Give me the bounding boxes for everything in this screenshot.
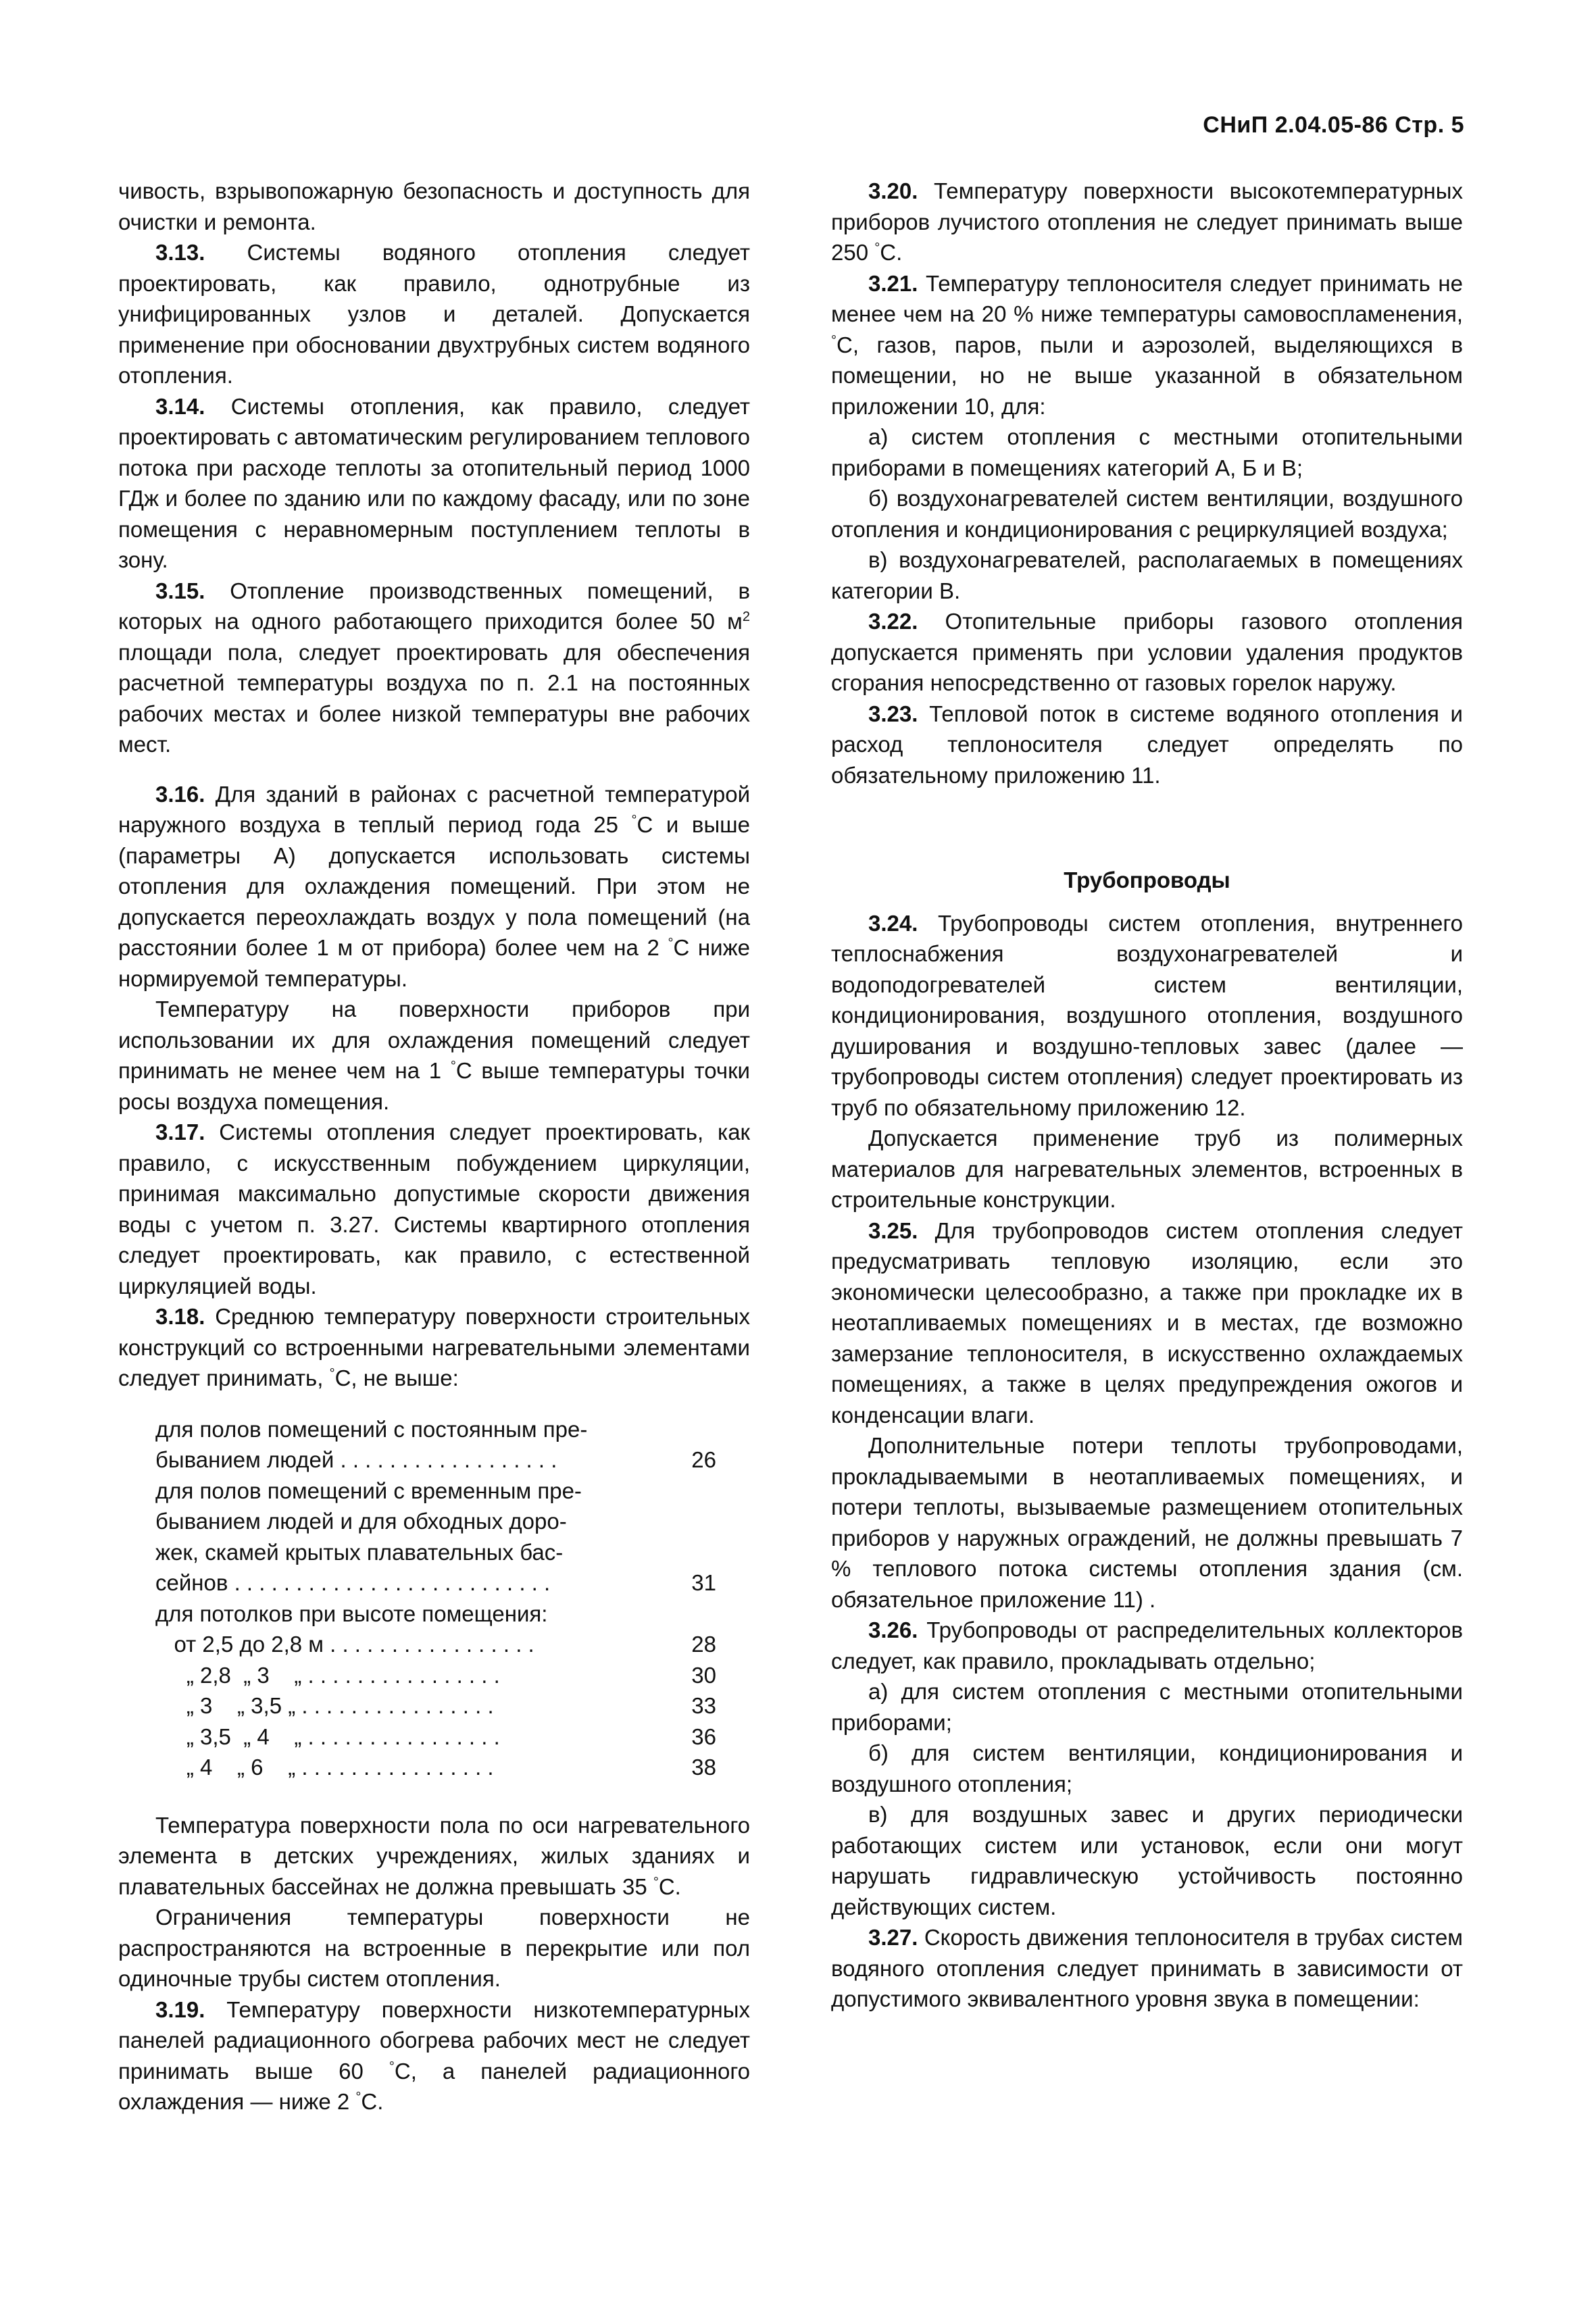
row-value: 28 <box>691 1632 716 1657</box>
clause-text: C, а панелей радиационного охлаждения — ниже 2 <box>118 2058 750 2114</box>
clause-3-20 <box>831 176 1463 268</box>
table-row <box>155 1476 716 1507</box>
row-label: быванием людей . . . . . . . . . . . . . . . . . . <box>155 1447 557 1472</box>
clause-3-17 <box>118 1117 750 1301</box>
clause-text: C, не выше: <box>334 1365 459 1390</box>
degree-sign: ° <box>631 813 637 828</box>
clause-3-26 <box>831 1615 1463 1676</box>
clause-text: Для зданий в районах с расчетной температурой наружного воздуха в теплый период года 25 <box>118 781 750 837</box>
clause-text: Температура поверхности пола по оси нагревательного элемента в детских учреждениях, жилых зданиях и плавательных бассейнах не должна превышать 35 <box>118 1812 750 1899</box>
clause-number: 3.26. <box>868 1617 918 1642</box>
temperature-table <box>155 1414 716 1783</box>
row-value: 36 <box>691 1724 716 1749</box>
clause-3-23 <box>831 699 1463 791</box>
clause-text: Отопительные приборы газового отопления допускается применять при условии удаления продуктов сгорания непосредственно от газовых горелок наружу. <box>831 609 1463 695</box>
degree-sign: ° <box>668 936 674 951</box>
degree-sign: ° <box>653 1874 659 1890</box>
clause-3-21 <box>831 268 1463 422</box>
list-item-c: в) для воздушных завес и других периодически работающих систем или установок, если они могут нарушать гидравлическую устойчивость постоянно действующих систем. <box>831 1802 1463 1919</box>
table-row <box>155 1567 716 1599</box>
clause-number: 3.20. <box>868 178 918 203</box>
clause-3-24 <box>831 908 1463 1124</box>
clause-text: Трубопроводы от распределительных коллекторов следует, как правило, прокладывать отдельно; <box>831 1617 1463 1674</box>
clause-number: 3.23. <box>868 701 918 726</box>
table-row <box>155 1506 716 1537</box>
list-item-a: а) для систем отопления с местными отопительными приборами; <box>831 1679 1463 1735</box>
clause-text: Температуру поверхности высокотемпературных приборов лучистого отопления не следует принимать выше 250 <box>831 178 1463 265</box>
clause-number: 3.15. <box>155 578 205 603</box>
clause-text: Для трубопроводов систем отопления следует предусматривать тепловую изоляцию, если это экономически целесообразно, а также при прокладке их в неотапливаемых помещениях и в местах, где возможно замерзание теплоносителя, в искусственно охлаждаемых помещениях, а также в целях предупреждения ожогов и конденсации влаги. <box>831 1217 1463 1428</box>
clause-text: Системы отопления следует проектировать, как правило, с искусственным побуждением циркуляции, принимая максимально допустимые скорости движения воды с учетом п. 3.27. Системы квартирного отопления следует проектировать, как правило, с естественной циркуляцией воды. <box>118 1120 750 1299</box>
clause-text: C и выше (параметры А) допускается использовать системы отопления для охлаждения помещений. При этом не допускается переохлаждать воздух у пола помещений (на расстоянии более 1 м от прибора) более чем на 2 <box>118 812 750 960</box>
degree-sign: ° <box>329 1366 335 1381</box>
clause-number: 3.24. <box>868 910 918 936</box>
table-row <box>155 1537 716 1568</box>
clause-3-24-cont: Допускается применение труб из полимерных материалов для нагревательных элементов, встроенных в строительные конструкции. <box>831 1126 1463 1212</box>
row-label: для потолков при высоте помещения: <box>155 1601 548 1626</box>
clause-3-27 <box>831 1922 1463 2015</box>
clause-text: Трубопроводы систем отопления, внутреннего теплоснабжения воздухонагревателей и водоподогревателей систем вентиляции, кондиционирования, воздушного отопления, воздушного душирования и воздушно-тепловых завес (далее — трубопроводы систем отопления) следует проектировать из труб по обязательному приложению 12. <box>831 910 1463 1120</box>
clause-number: 3.13. <box>155 240 205 265</box>
row-label: „ 3 „ 3,5 „ . . . . . . . . . . . . . . . . <box>155 1693 494 1718</box>
table-row <box>155 1721 716 1753</box>
row-label: от 2,5 до 2,8 м . . . . . . . . . . . . . . . . . <box>155 1632 534 1657</box>
clause-text: C, газов, паров, пыли и аэрозолей, выделяющихся в помещении, но не выше указанной в обязательном приложении 10, для: <box>831 332 1463 419</box>
row-label: для полов помещений с временным пре- <box>155 1478 582 1503</box>
clause-text: Скорость движения теплоносителя в трубах систем водяного отопления следует принимать в зависимости от допустимого эквивалентного уровня звука в помещении: <box>831 1925 1463 2011</box>
clause-3-25-cont: Дополнительные потери теплоты трубопроводами, прокладываемыми в неотапливаемых помещениях, и потери теплоты, вызываемые размещением отопительных приборов у наружных ограждений, не должны превышать 7 % теплового потока системы отопления здания (см. обязательное приложение 11) . <box>831 1433 1463 1612</box>
paragraph-continuation: чивость, взрывопожарную безопасность и доступность для очистки и ремонта. <box>118 178 750 234</box>
list-item-c: в) воздухонагревателей, располагаемых в помещениях категории В. <box>831 547 1463 603</box>
clause-number: 3.21. <box>868 270 918 296</box>
clause-text: Тепловой поток в системе водяного отопления и расход теплоносителя следует определять по обязательному приложению 11. <box>831 701 1463 788</box>
table-row <box>155 1629 716 1660</box>
degree-sign: ° <box>355 2090 361 2105</box>
clause-3-18 <box>118 1301 750 1394</box>
clause-text: Температуру теплоносителя следует принимать не менее чем на 20 % ниже температуры самовоспламенения, <box>831 270 1463 326</box>
clause-3-18-note: Ограничения температуры поверхности не распространяются на встроенные в перекрытие или пол одиночные трубы систем отопления. <box>118 1905 750 1991</box>
clause-text: C выше температуры точки росы воздуха помещения. <box>118 1058 750 1114</box>
clause-text: площади пола, следует проектировать для обеспечения расчетной температуры воздуха по п. 2.1 на постоянных рабочих местах и более низкой температуры вне рабочих мест. <box>118 639 750 757</box>
clause-3-16-cont <box>118 994 750 1117</box>
clause-number: 3.22. <box>868 609 918 634</box>
table-row <box>155 1690 716 1721</box>
row-label: жек, скамей крытых плавательных бас- <box>155 1539 564 1565</box>
list-item-b: б) для систем вентиляции, кондиционирования и воздушного отопления; <box>831 1740 1463 1796</box>
clause-text: C. <box>658 1873 681 1899</box>
clause-text: C. <box>880 240 903 265</box>
clause-number: 3.25. <box>868 1217 918 1243</box>
section-title: Трубопроводы <box>1064 867 1230 892</box>
clause-number: 3.17. <box>155 1120 205 1145</box>
clause-number: 3.18. <box>155 1304 205 1329</box>
clause-3-19 <box>118 1994 750 2117</box>
table-row <box>155 1444 716 1476</box>
clause-3-13 <box>118 237 750 391</box>
page-header: СНиП 2.04.05-86 Стр. 5 <box>1203 112 1464 138</box>
row-label: „ 2,8 „ 3 „ . . . . . . . . . . . . . . . . <box>155 1662 500 1688</box>
clause-number: 3.14. <box>155 393 205 419</box>
row-value: 26 <box>691 1447 716 1472</box>
row-label: „ 4 „ 6 „ . . . . . . . . . . . . . . . . <box>155 1755 494 1780</box>
row-value: 30 <box>691 1662 716 1688</box>
clause-text: Отопление производственных помещений, в которых на одного работающего приходится более 50 м <box>118 578 750 634</box>
clause-text: Температуру на поверхности приборов при использовании их для охлаждения помещений следует принимать не менее чем на 1 <box>118 997 750 1083</box>
list-item-b: б) воздухонагревателей систем вентиляции, воздушного отопления и кондиционирования с рециркуляцией воздуха; <box>831 486 1463 542</box>
degree-sign: ° <box>389 2059 395 2074</box>
clause-text: Системы отопления, как правило, следует проектировать с автоматическим регулированием теплового потока при расходе теплоты за отопительный период 1000 ГДж и более по зданию или по каждому фасаду, или по зоне помещения с неравномерным поступлением теплоты в зону. <box>118 393 750 572</box>
clause-text: Системы водяного отопления следует проектировать, как правило, однотрубные из унифицированных узлов и деталей. Допускается применение при обосновании двухтрубных систем водяного отопления. <box>118 240 750 388</box>
row-label: для полов помещений с постоянным пре- <box>155 1416 588 1442</box>
clause-3-25 <box>831 1215 1463 1431</box>
clause-number: 3.19. <box>155 1996 205 2022</box>
table-row <box>155 1660 716 1691</box>
row-label: быванием людей и для обходных доро- <box>155 1509 567 1534</box>
left-column <box>118 176 750 2117</box>
clause-3-18-cont <box>118 1810 750 1903</box>
row-value: 31 <box>691 1570 716 1595</box>
degree-sign: ° <box>874 241 880 255</box>
clause-3-14 <box>118 391 750 576</box>
table-row <box>155 1752 716 1783</box>
superscript: 2 <box>742 609 750 624</box>
degree-sign: ° <box>831 332 837 348</box>
clause-text: Температуру поверхности низкотемпературных панелей радиационного обогрева рабочих мест не следует принимать выше 60 <box>118 1996 750 2084</box>
row-label: „ 3,5 „ 4 „ . . . . . . . . . . . . . . . . <box>155 1724 500 1749</box>
row-value: 38 <box>691 1755 716 1780</box>
clause-text: C ниже нормируемой температуры. <box>118 935 751 991</box>
clause-number: 3.16. <box>155 781 205 807</box>
clause-text: Среднюю температуру поверхности строительных конструкций со встроенными нагревательными элементами следует принимать, <box>118 1304 750 1390</box>
degree-sign: ° <box>450 1059 456 1074</box>
list-item-a: а) систем отопления с местными отопительными приборами в помещениях категорий А, Б и В; <box>831 424 1463 480</box>
row-label: сейнов . . . . . . . . . . . . . . . . . . . . . . . . . . <box>155 1570 551 1595</box>
clause-text: C. <box>361 2089 384 2114</box>
row-value: 33 <box>691 1693 716 1718</box>
clause-number: 3.27. <box>868 1925 918 1950</box>
right-column <box>831 176 1463 2015</box>
table-row <box>155 1414 716 1445</box>
clause-3-16 <box>118 779 750 995</box>
table-row <box>155 1599 716 1630</box>
clause-3-22 <box>831 606 1463 699</box>
clause-3-15 <box>118 576 750 760</box>
